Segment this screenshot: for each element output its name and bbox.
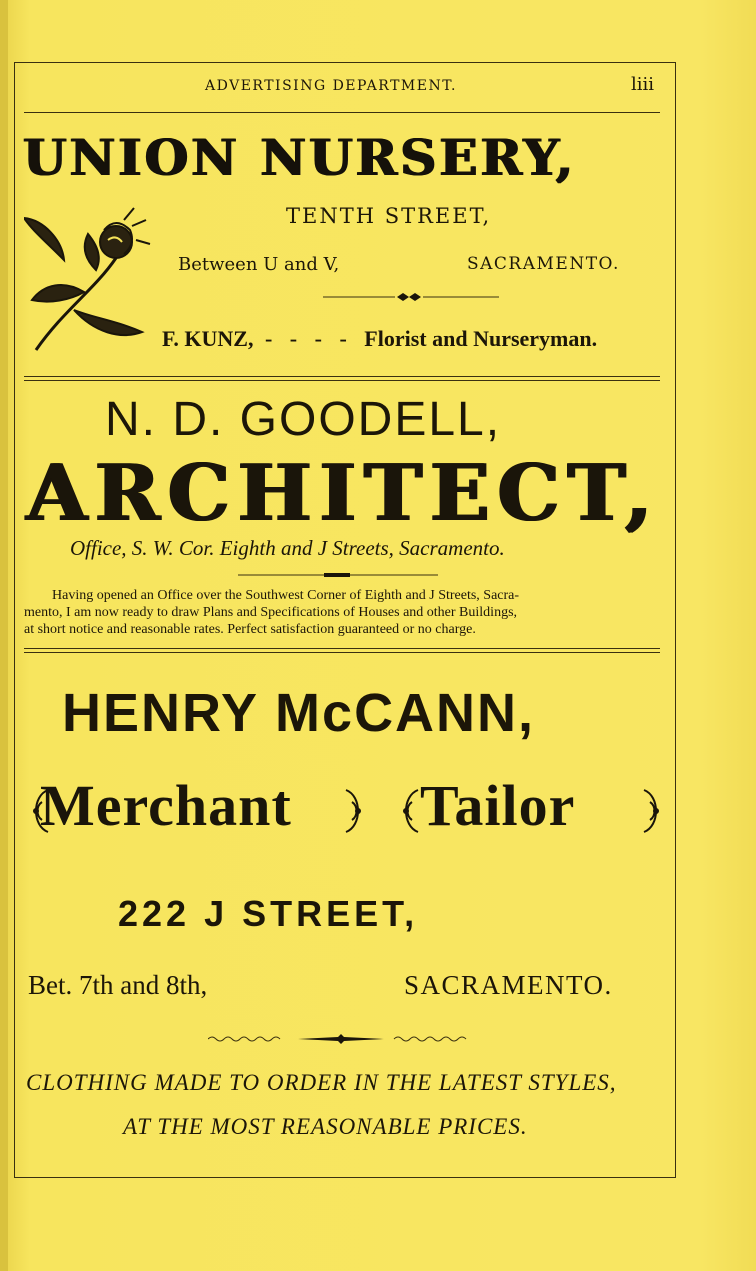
page-header-title: ADVERTISING DEPARTMENT. <box>205 78 457 94</box>
goodell-body-line: Having opened an Office over the Southwest Corner of Eighth and J Streets, Sacra- <box>52 588 520 603</box>
rose-engraving-icon <box>24 200 154 360</box>
ornament-divider-icon <box>208 1034 474 1044</box>
goodell-body-line: at short notice and reasonable rates. Perfect satisfaction guaranteed or no charge. <box>24 622 476 637</box>
union-nursery-street: TENTH STREET, <box>286 204 492 228</box>
union-nursery-title: UNION NURSERY, <box>22 128 576 187</box>
flourish-icon <box>398 786 422 836</box>
mccann-slogan-line1: CLOTHING MADE TO ORDER IN THE LATEST STYLES, <box>26 1070 617 1095</box>
page-number: liii <box>631 74 655 95</box>
binding-edge <box>0 0 8 1271</box>
mccann-between: Bet. 7th and 8th, <box>28 970 208 1000</box>
union-nursery-city: SACRAMENTO. <box>467 254 620 274</box>
mccann-street: 222 J STREET, <box>118 893 419 934</box>
proprietor-trade: Florist and Nurseryman. <box>364 326 598 351</box>
goodell-trade: ARCHITECT, <box>26 448 660 539</box>
ornament-divider-icon <box>323 292 499 302</box>
ornament-divider-icon <box>238 571 438 579</box>
mccann-slogan-line2: AT THE MOST REASONABLE PRICES. <box>123 1114 528 1139</box>
proprietor-name: F. KUNZ, <box>162 326 254 351</box>
section-divider <box>24 376 660 381</box>
union-nursery-between: Between U and V, <box>178 254 340 275</box>
goodell-office: Office, S. W. Cor. Eighth and J Streets, Sacramento. <box>70 536 505 560</box>
mccann-trade-merchant: Merchant <box>40 773 292 838</box>
header-rule <box>24 112 660 113</box>
goodell-body-line: mento, I am now ready to draw Plans and Specifications of Houses and other Buildings, <box>24 605 518 620</box>
mccann-name: HENRY McCANN, <box>62 683 536 743</box>
union-nursery-proprietor-line <box>162 326 597 352</box>
flourish-icon <box>342 786 366 836</box>
mccann-trade-tailor: Tailor <box>420 773 576 838</box>
goodell-name: N. D. GOODELL, <box>105 393 502 446</box>
mccann-city: SACRAMENTO. <box>404 970 613 1000</box>
proprietor-separator: - - - - <box>264 326 353 351</box>
section-divider <box>24 648 660 653</box>
flourish-icon <box>640 786 664 836</box>
